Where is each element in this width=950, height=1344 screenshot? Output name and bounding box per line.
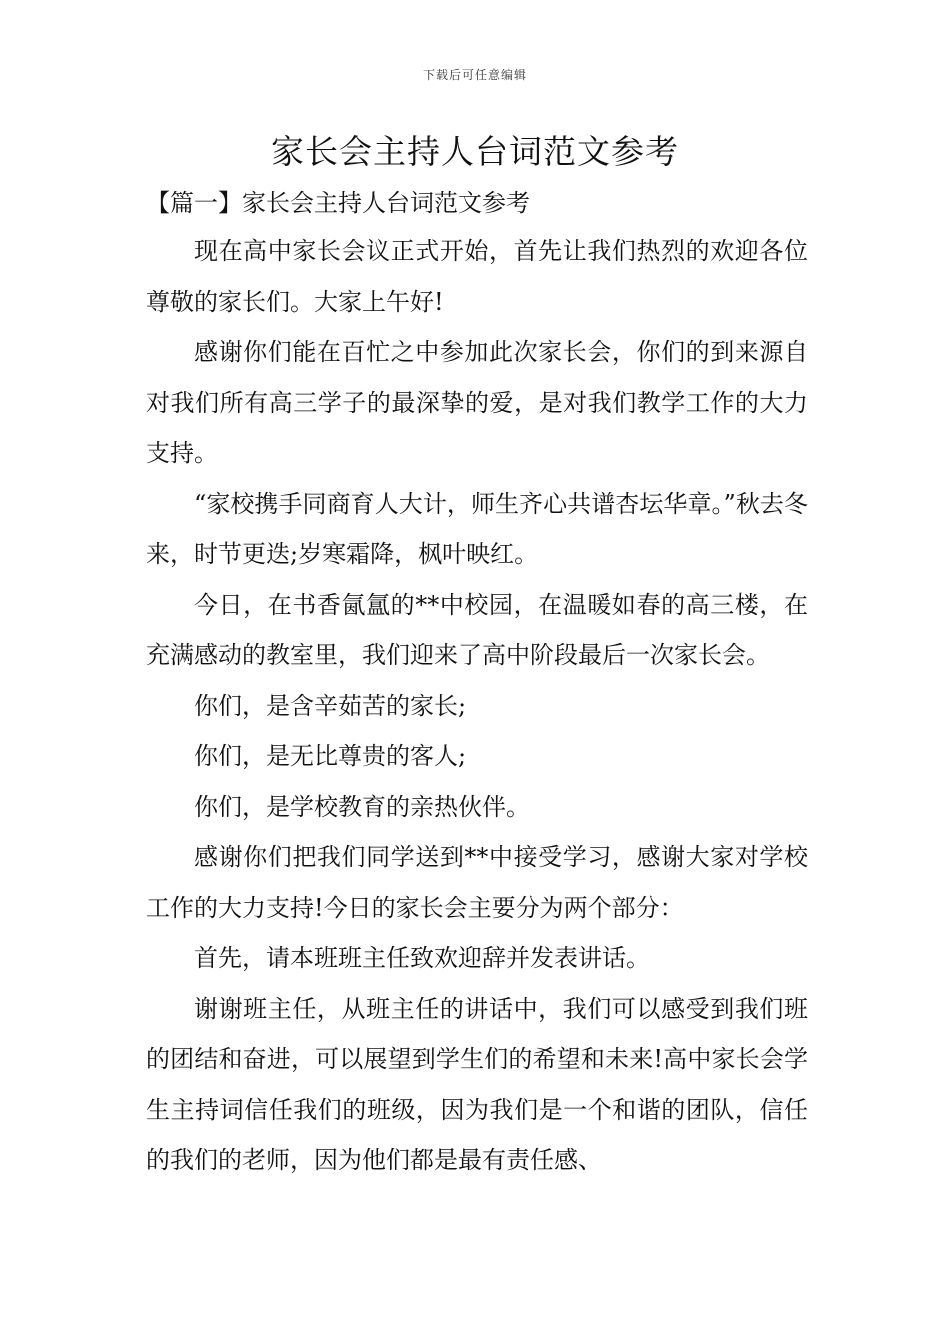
body-text: [146, 226, 808, 1186]
paragraph: “家校携手同商育人大计，师生齐心共谱杏坛华章。”秋去冬来，时节更迭;岁寒霜降，枫叶映红。: [146, 489, 808, 568]
paragraph: 首先，请本班班主任致欢迎辞并发表讲话。: [194, 944, 650, 972]
document-title: 家长会主持人台词范文参考: [271, 132, 679, 171]
paragraph: 你们，是学校教育的亲热伙伴。: [194, 792, 530, 821]
section-heading: 【篇一】家长会主持人台词范文参考: [146, 189, 530, 217]
paragraph: 谢谢班主任，从班主任的讲话中，我们可以感受到我们班的团结和奋进，可以展望到学生们的希望和未来!高中家长会学生主持词信任我们的班级，因为我们是一个和谐的团队，信任的我们的老师，因为他们都是最有责任感、: [146, 994, 808, 1174]
paragraph: 你们，是含辛茹苦的家长;: [194, 691, 467, 720]
paragraph: 感谢你们把我们同学送到**中接受学习，感谢大家对学校工作的大力支持!今日的家长会主要分为两个部分：: [146, 843, 808, 922]
header-note: 下载后可任意编辑: [422, 68, 527, 82]
paragraph: 感谢你们能在百忙之中参加此次家长会，你们的到来源自对我们所有高三学子的最深挚的爱，是对我们教学工作的大力支持。: [146, 338, 808, 467]
paragraph: 现在高中家长会议正式开始，首先让我们热烈的欢迎各位尊敬的家长们。大家上午好!: [146, 237, 808, 316]
paragraph: 今日，在书香氤氲的**中校园，在温暖如春的高三楼，在充满感动的教室里，我们迎来了高中阶段最后一次家长会。: [146, 590, 808, 669]
paragraph: 你们，是无比尊贵的客人;: [194, 742, 467, 770]
